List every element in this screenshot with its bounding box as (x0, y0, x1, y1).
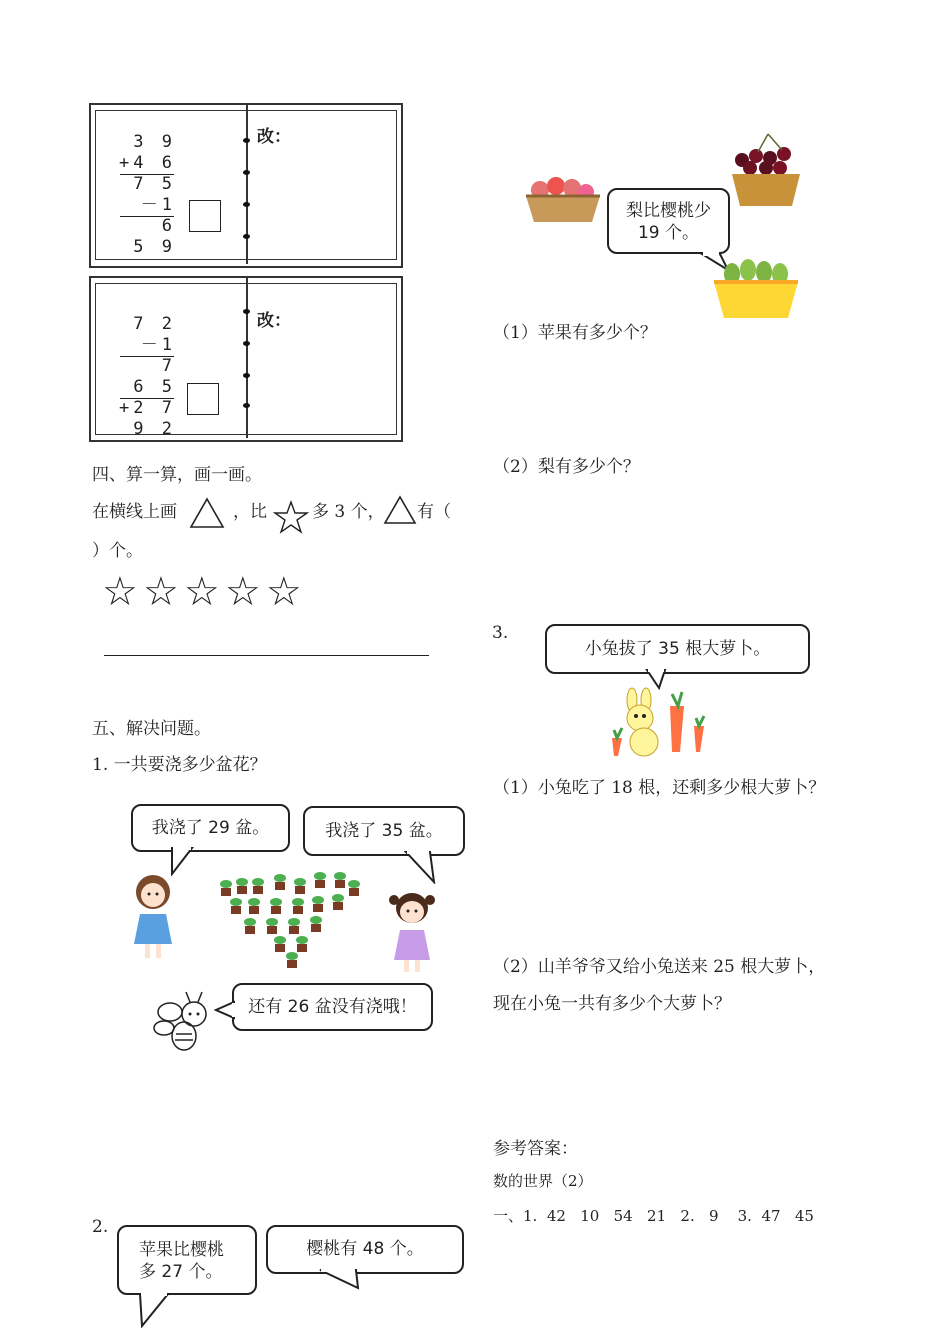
section-4-title: 四、算一算，画一画。 (92, 465, 262, 485)
bubble-text: 小兔拔了 35 根大萝卜。 (584, 639, 771, 659)
operator: + (119, 398, 134, 418)
correction-label: 改： (257, 127, 291, 147)
ring (243, 309, 250, 314)
question-3-2-line-1: （2）山羊爷爷又给小兔送来 25 根大萝卜， (493, 957, 826, 977)
answer-box[interactable] (189, 200, 221, 232)
vertical-calc-2 (118, 314, 176, 440)
pear-basket-illustration (710, 254, 802, 322)
ring (243, 202, 250, 207)
q-text-3: 多 3 个， (312, 502, 385, 522)
operator: － (140, 195, 162, 215)
apple-basket-illustration (522, 170, 604, 226)
star-icon: ☆ (183, 569, 220, 615)
calc-line (120, 398, 174, 399)
calc-line (120, 174, 174, 175)
operand-a: 7 2 (133, 314, 176, 334)
operand-c: 1 6 (161, 195, 176, 236)
speech-bubble-girl-1 (131, 804, 290, 852)
ring (243, 341, 250, 346)
answers-line-1: 一、1. 42 10 54 21 2. 9 3. 47 45 (493, 1207, 814, 1225)
flower-pots-illustration (215, 866, 363, 972)
answer-line[interactable] (104, 655, 429, 656)
result-2: 5 9 (133, 237, 176, 257)
bubble-tail (138, 1292, 174, 1328)
triangle-icon (383, 494, 417, 526)
star-row (102, 569, 302, 615)
question-1: 1. 一共要浇多少盆花？ (92, 755, 267, 775)
calc-line (120, 216, 174, 217)
question-3-number: 3. (492, 623, 509, 643)
bubble-text: 还有 26 盆没有浇哦！ (248, 997, 417, 1017)
cherry-basket-illustration (728, 132, 804, 210)
vertical-calc-1 (118, 132, 176, 258)
book-2-spine (246, 277, 248, 438)
result-1: 6 5 (133, 377, 176, 397)
question-3-2-line-2: 现在小兔一共有多少个大萝卜？ (493, 994, 731, 1014)
bubble-tail (214, 1000, 236, 1020)
speech-bubble-bee (232, 983, 433, 1031)
q-text-5: ）个。 (92, 541, 143, 561)
section-5-title: 五、解决问题。 (92, 719, 211, 739)
ring (243, 138, 250, 143)
section-4-question (92, 497, 177, 522)
bubble-text: 樱桃有 48 个。 (306, 1239, 424, 1259)
ring (243, 234, 250, 239)
bubble-text: 苹果比樱桃多 27 个。 (139, 1240, 224, 1282)
answers-subtitle: 数的世界（2） (493, 1172, 593, 1190)
ring (243, 373, 250, 378)
star-icon: ☆ (224, 569, 261, 615)
rabbit-carrot-illustration (606, 686, 718, 760)
answers-title: 参考答案： (493, 1139, 578, 1159)
ring (243, 170, 250, 175)
bee-illustration (150, 990, 214, 1060)
triangle-icon (189, 496, 225, 530)
question-2-1: （1）苹果有多少个？ (493, 323, 657, 343)
operand-c: 2 7 (133, 398, 176, 418)
q-text-1: 在横线上画 (92, 502, 177, 522)
speech-bubble-cherry (266, 1225, 464, 1274)
bubble-text: 我浇了 35 盆。 (325, 821, 443, 841)
bubble-tail (404, 850, 438, 884)
question-2-2: （2）梨有多少个？ (493, 457, 640, 477)
operand-b: 1 7 (161, 335, 176, 376)
star-icon (273, 500, 309, 534)
girl-illustration (128, 872, 178, 964)
operator: + (119, 153, 134, 173)
result-2: 9 2 (133, 419, 176, 439)
q-text-2: ，比 (233, 502, 267, 522)
speech-bubble-apple (117, 1225, 257, 1295)
speech-bubble-girl-2 (303, 806, 465, 856)
girl-illustration (386, 888, 438, 978)
bubble-text: 我浇了 29 盆。 (151, 818, 270, 838)
q-text-4: 有（ (417, 502, 451, 522)
operand-b: 4 6 (133, 153, 176, 173)
star-icon: ☆ (142, 569, 179, 615)
operand-a: 3 9 (133, 132, 176, 152)
star-icon: ☆ (265, 569, 302, 615)
bubble-tail (318, 1268, 364, 1292)
speech-bubble-pear (607, 188, 730, 254)
ring (243, 403, 250, 408)
calc-line (120, 356, 174, 357)
speech-bubble-rabbit (545, 624, 810, 674)
result-1: 7 5 (133, 174, 176, 194)
bubble-text: 梨比樱桃少 19 个。 (626, 201, 711, 243)
question-3-1: （1）小兔吃了 18 根，还剩多少根大萝卜？ (493, 778, 826, 798)
question-2-number: 2. (92, 1217, 109, 1237)
operator: － (140, 335, 162, 355)
correction-label: 改： (257, 311, 291, 331)
star-icon: ☆ (102, 569, 138, 615)
book-1-spine (246, 104, 248, 264)
answer-box[interactable] (187, 383, 219, 415)
